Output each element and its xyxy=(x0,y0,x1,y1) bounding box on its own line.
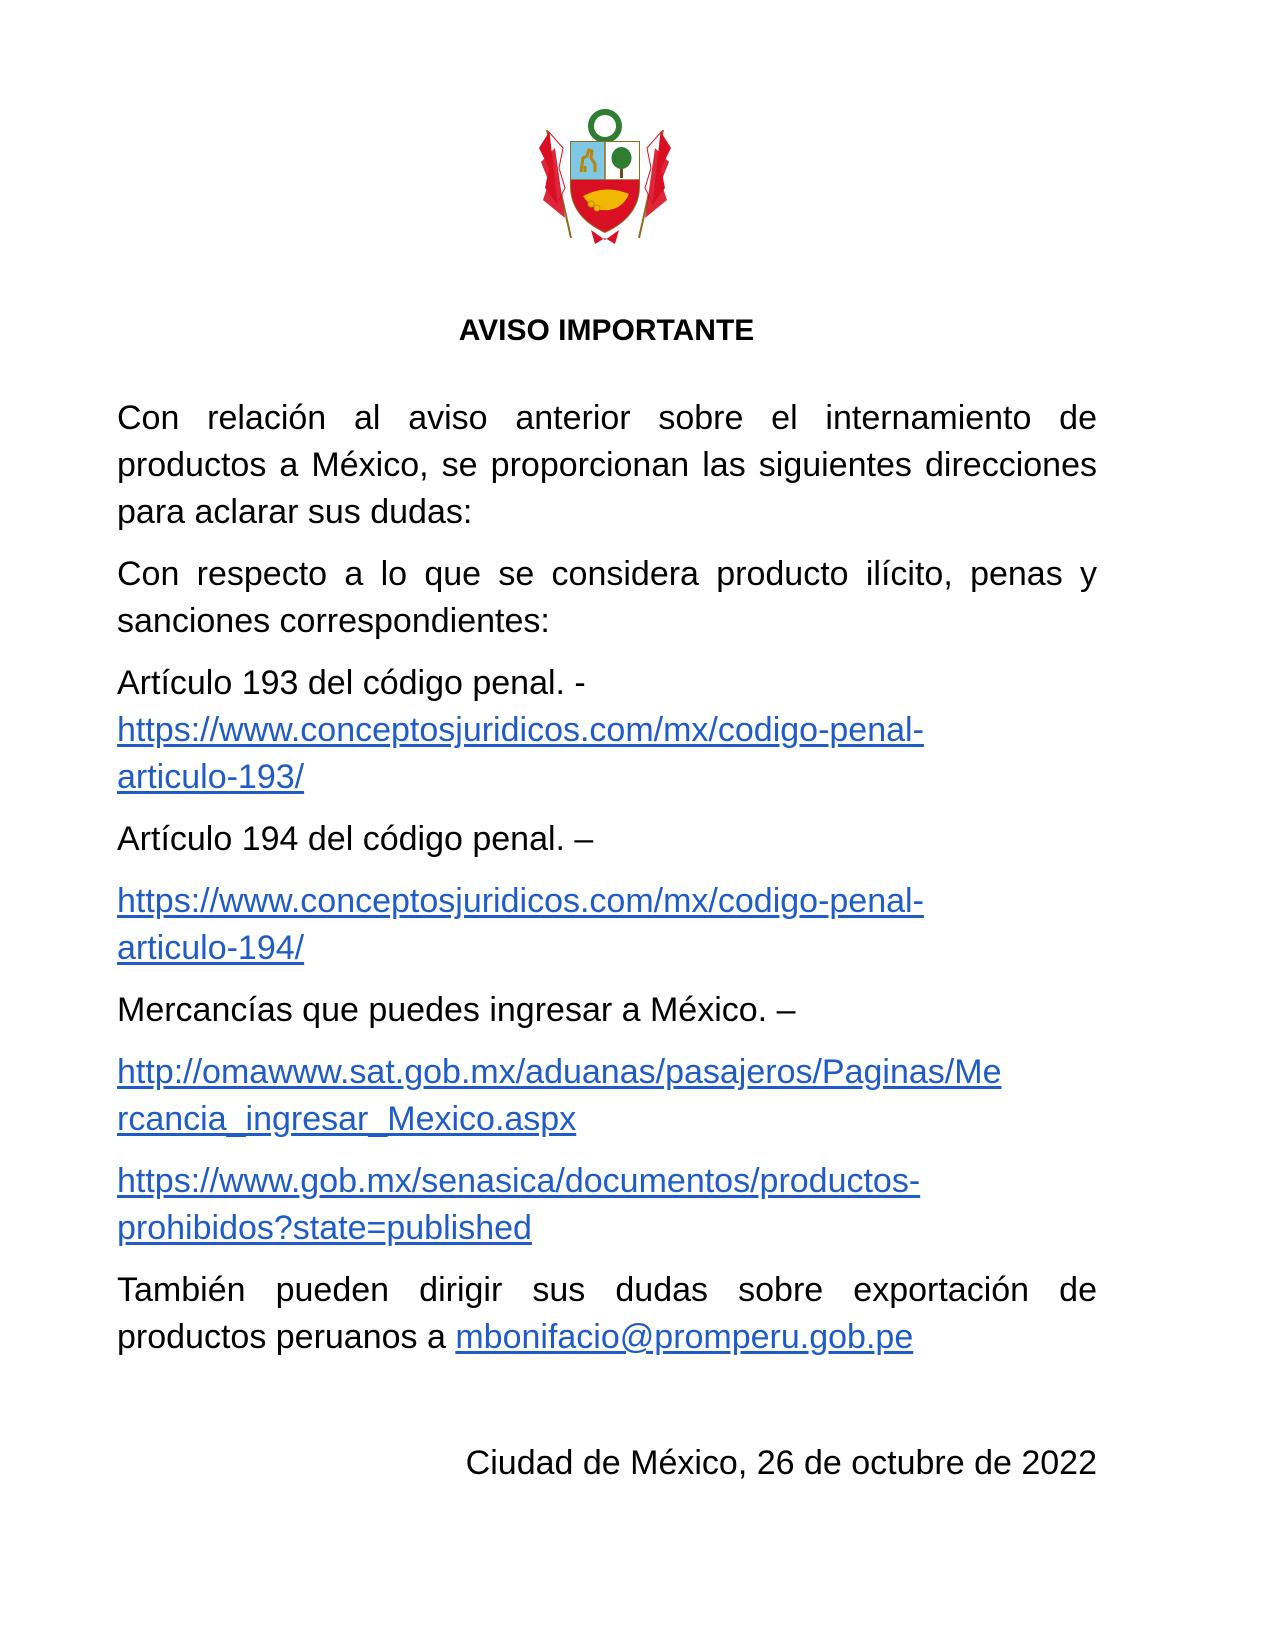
article-194-link-line1: https://www.conceptosjuridicos.com/mx/codigo-penal- xyxy=(117,882,924,920)
article-193-label: Artículo 193 del código penal. - xyxy=(117,664,586,702)
contact-email-link[interactable]: mbonifacio@promperu.gob.pe xyxy=(455,1318,914,1356)
place-date: Ciudad de México, 26 de octubre de 2022 xyxy=(465,1444,1097,1482)
article-194-link-line2: articulo-194/ xyxy=(117,929,305,967)
sat-link-line1: http://omawww.sat.gob.mx/aduanas/pasajeros/Paginas/Me xyxy=(117,1053,1002,1091)
article-193-block xyxy=(117,660,1097,801)
intro-paragraph: Con relación al aviso anterior sobre el internamiento de productos a México, se proporcionan las siguientes direcciones para aclarar sus dudas: xyxy=(117,399,1097,531)
article-194-block xyxy=(117,878,1097,972)
senasica-prohibited-products-link[interactable] xyxy=(117,1162,920,1247)
illicit-intro-paragraph: Con respecto a lo que se considera producto ilícito, penas y sanciones correspondientes: xyxy=(117,555,1097,640)
notice-body xyxy=(117,395,1097,1376)
article-194-link[interactable] xyxy=(117,882,924,967)
page-title: AVISO IMPORTANTE xyxy=(458,314,755,347)
peru-coat-of-arms-icon xyxy=(535,108,675,248)
senasica-link-block xyxy=(117,1158,1097,1252)
contact-text: También pueden dirigir sus dudas sobre exportación de productos peruanos a xyxy=(117,1271,1097,1356)
article-193-link[interactable] xyxy=(117,711,924,796)
merchandise-label: Mercancías que puedes ingresar a México. – xyxy=(117,991,796,1029)
article-194-label: Artículo 194 del código penal. – xyxy=(117,820,594,858)
senasica-link-line2: prohibidos?state=published xyxy=(117,1209,532,1247)
sat-link-block xyxy=(117,1049,1097,1143)
sat-link-line2: rcancia_ingresar_Mexico.aspx xyxy=(117,1100,577,1138)
senasica-link-line1: https://www.gob.mx/senasica/documentos/productos- xyxy=(117,1162,921,1200)
contact-paragraph xyxy=(117,1267,1097,1361)
article-193-link-line2: articulo-193/ xyxy=(117,758,305,796)
sat-merchandise-link[interactable] xyxy=(117,1053,1001,1138)
article-193-link-line1: https://www.conceptosjuridicos.com/mx/codigo-penal- xyxy=(117,711,924,749)
